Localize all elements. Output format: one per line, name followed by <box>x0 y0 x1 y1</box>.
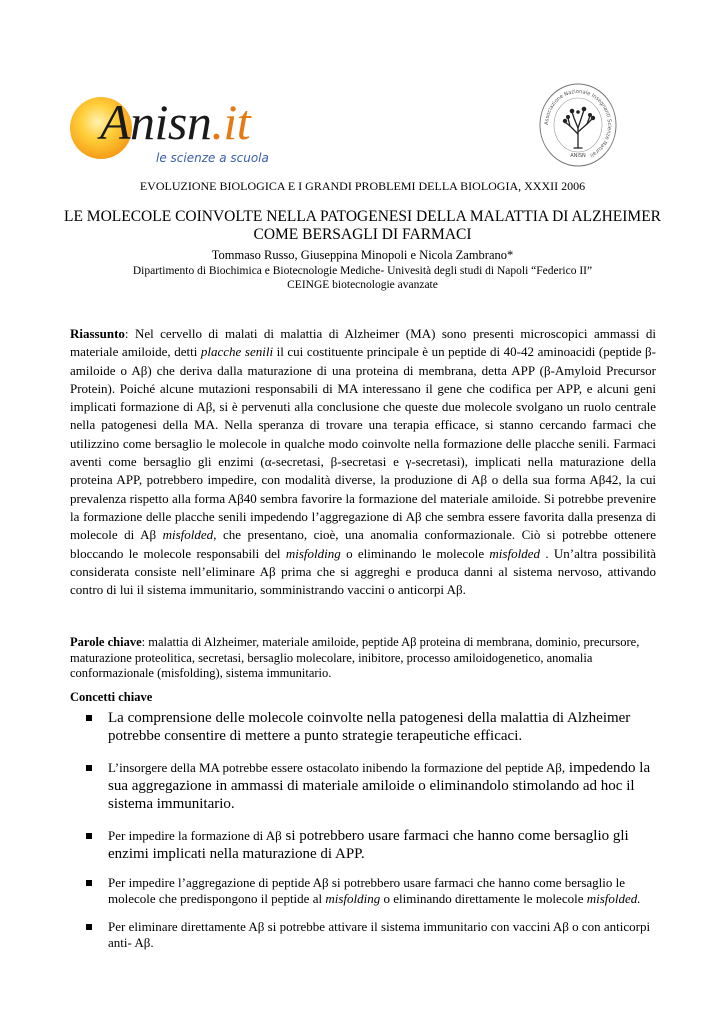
title-line-1: LE MOLECOLE COINVOLTE NELLA PATOGENESI DELLA MALATTIA DI ALZHEIMER <box>64 208 661 225</box>
abstract-emphasis-misfolded-2: misfolded <box>489 545 540 561</box>
concept-text: L’insorgere della MA potrebbe essere ostacolato inibendo la formazione del peptide Aβ, <box>108 760 566 775</box>
affiliation: Dipartimento di Biochimica e Biotecnologie Mediche- Univesità degli studi di Napoli “Federico II” <box>132 265 593 277</box>
seal-center-text: ANISN <box>570 153 586 159</box>
anisn-logo-suffix: .it <box>211 94 251 150</box>
abstract-text-2: il cui costituente principale è un peptide di 40-42 aminoacidi (peptide β-amiloide o Aβ) che deriva dalla maturazione di una proteina di membrana, detta APP (β-Amyloid Precursor Protein). Poiché alcune mutazioni responsabili di MA interessano il gene che codifica per APP, e alcuni geni implicati formazione di Aβ, si è pervenuti alla conclusione che queste due molecole svolgano un ruolo centrale nella patogenesi della MA. Nella speranza di trovare una terapia efficace, si stanno cercando farmaci che utilizzino come bersaglio le molecole in qualche modo coinvolte nella formazione delle placche senili. Farmaci aventi come bersaglio gli enzimi (α-secretasi, β-secretasi e γ-secretasi), implicati nella maturazione della proteina APP, potrebbero impedire, con modalità diverse, la produzione di Aβ o della sua forma Aβ42, la cui prevalenza rispetto alla forma Aβ40 sembra favorire la formazione del materiale amiloide. Si potrebbe prevenire la formazione delle placche senili impedendo l’aggregazione di Aβ che sembra essere favorita dalla presenza di molecole di Aβ <box>70 344 657 543</box>
keywords-label: Parole chiave <box>70 635 142 649</box>
abstract-text-3: , che presentano, cioè, una anomalia conformazionale. Ciò si potrebbe ottenere bloccando le molecole responsabili del <box>70 527 656 561</box>
concept-emphasis-misfolded: misfolded. <box>586 891 641 906</box>
square-bullet-icon <box>86 880 92 886</box>
list-item <box>70 709 660 745</box>
anisn-logo-tagline: le scienze a scuola <box>156 151 269 165</box>
concept-text-cont: o eliminando direttamente le molecole <box>380 891 587 906</box>
keywords-text: : malattia di Alzheimer, materiale amiloide, peptide Aβ proteina di membrana, dominio, precursore, maturazione proteolitica, secretasi, bersaglio molecolare, inibitore, processo amiloidogenetico, anomalia conformazionale (misfolding), sistema immunitario. <box>70 635 640 680</box>
concept-text: Per impedire la formazione di Aβ <box>108 828 282 843</box>
square-bullet-icon <box>86 924 92 930</box>
list-item <box>70 827 660 863</box>
title-line-2: COME BERSAGLI DI FARMACI <box>253 226 472 243</box>
abstract-emphasis-placche: placche senili <box>200 344 274 360</box>
abstract-text-5: . Un’altra possibilità considerata consiste nell’eliminare Aβ prima che si aggreghi e produca danni al sistema nervoso, attivando contro di lui il sistema immunitario, somministrando vaccini o anticorpi Aβ. <box>70 545 656 598</box>
concept-text-large: impedendo la sua aggregazione in ammassi di materiale amiloide o eliminandolo stimolando ad hoc il sistema immunitario. <box>108 760 651 812</box>
abstract-emphasis-misfolding: misfolding <box>285 545 341 561</box>
abstract-label: Riassunto <box>70 326 125 341</box>
concept-text: La comprensione delle molecole coinvolte nella patogenesi della malattia di Alzheimer potrebbe consentire di mettere a punto strategie terapeutiche efficaci. <box>108 710 631 744</box>
anisn-logo-word: Anisn <box>100 94 212 150</box>
concept-emphasis-misfolding: misfolding <box>325 891 381 906</box>
anisn-seal-logo <box>538 82 618 168</box>
square-bullet-icon <box>86 715 92 721</box>
anisn-logo <box>70 95 270 167</box>
authors: Tommaso Russo, Giuseppina Minopoli e Nicola Zambrano* <box>211 248 514 262</box>
concept-text-large: si potrebbero usare farmaci che hanno come bersaglio gli enzimi implicati nella maturazione di APP. <box>108 828 629 862</box>
square-bullet-icon <box>86 833 92 839</box>
concept-text: Per impedire l’aggregazione di peptide Aβ si potrebbero usare farmaci che hanno come bersaglio le molecole che predispongono il peptide al <box>108 875 626 906</box>
list-item <box>70 875 660 907</box>
concepts-list <box>70 709 660 951</box>
keywords <box>70 635 660 682</box>
affiliation-secondary: CEINGE biotecnologie avanzate <box>287 279 438 291</box>
abstract-emphasis-misfolded: misfolded <box>162 527 214 543</box>
list-item <box>70 919 660 951</box>
concepts-heading: Concetti chiave <box>70 690 153 704</box>
abstract <box>70 325 656 599</box>
series-line: EVOLUZIONE BIOLOGICA E I GRANDI PROBLEMI DELLA BIOLOGIA, XXXII 2006 <box>139 179 586 193</box>
list-item <box>70 759 660 813</box>
abstract-text-4: o eliminando le molecole <box>340 545 490 561</box>
tree-seal-icon <box>538 82 618 168</box>
square-bullet-icon <box>86 765 92 771</box>
abstract-text-1: : Nel cervello di malati di malattia di Alzheimer (MA) sono presenti microscopici ammassi di materiale amiloide, detti <box>70 326 656 360</box>
page-title <box>60 208 665 244</box>
anisn-logo-wordmark <box>100 94 251 150</box>
seal-ring-text: Associazione Nazionale Insegnanti Scienze Naturali <box>543 88 613 159</box>
concept-text: Per eliminare direttamente Aβ si potrebbe attivare il sistema immunitario con vaccini Aβ o con anticorpi anti- Aβ. <box>108 919 651 950</box>
